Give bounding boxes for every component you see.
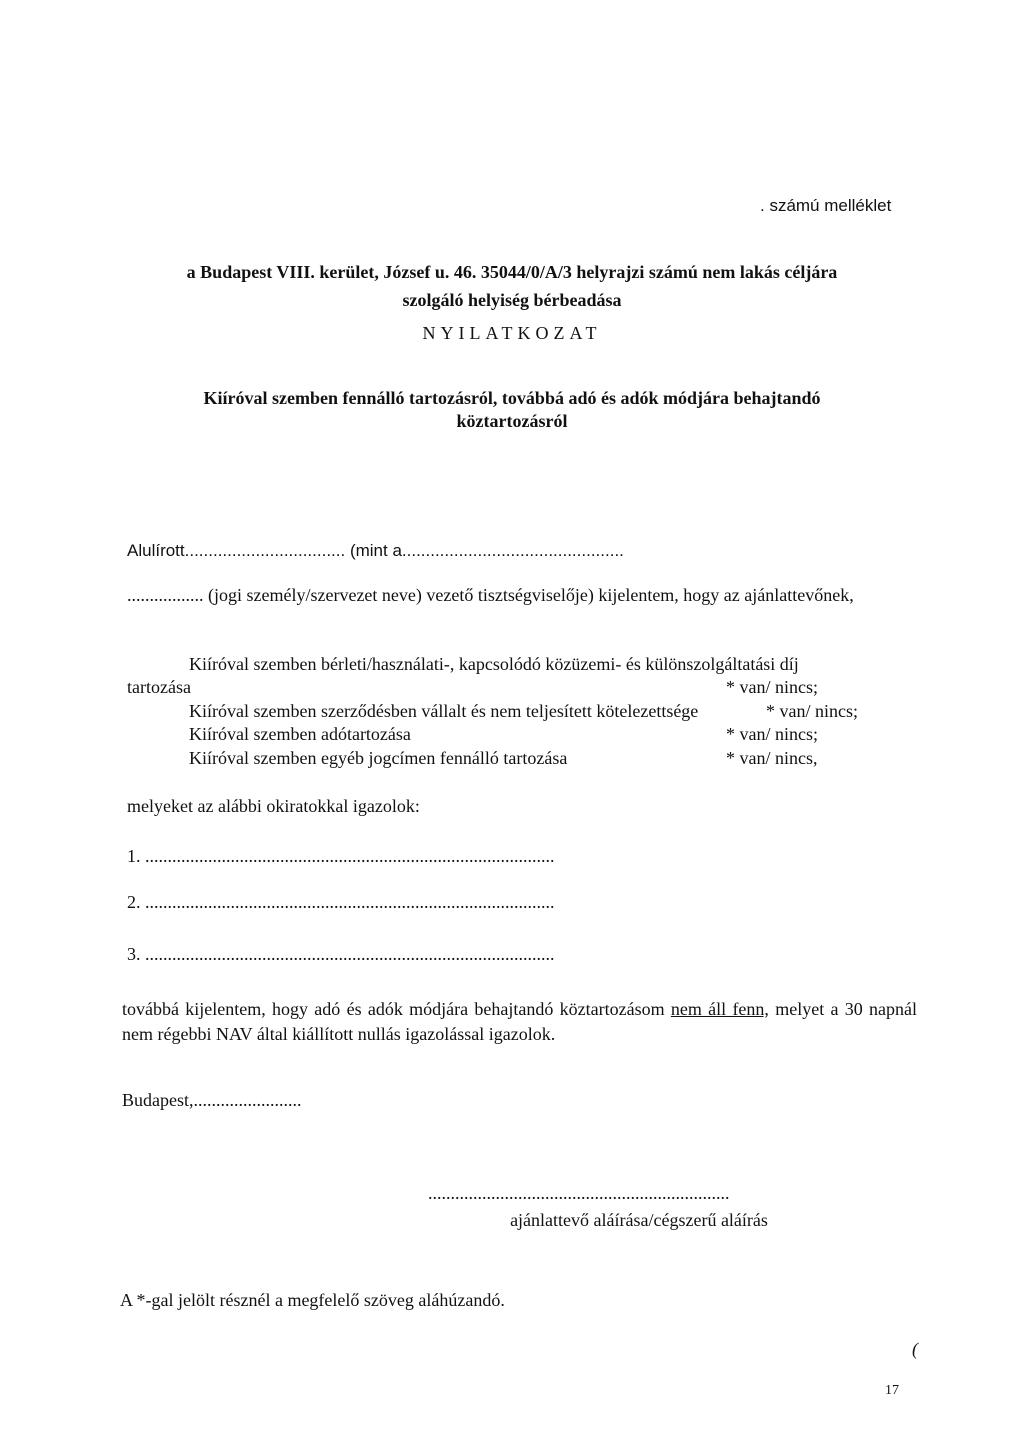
document-line: 3. ........................................................................................... [127, 944, 555, 964]
debt-item-value: * van/ nincs, [726, 748, 818, 768]
page-number: 17 [885, 1383, 899, 1398]
margin-mark: ( [912, 1339, 918, 1359]
subject-line-1: Kiíróval szemben fennálló tartozásról, továbbá adó és adók módjára behajtandó [203, 388, 821, 408]
tax-statement-text: továbbá kijelentem, hogy adó és adók módjára behajtandó köztartozásom [122, 999, 671, 1019]
tax-statement [122, 997, 917, 1047]
debt-item-value: * van/ nincs; [726, 677, 818, 697]
debt-item-label-continued: tartozása [127, 677, 191, 697]
debt-item-value: * van/ nincs; [726, 724, 818, 744]
footnote: A *-gal jelölt résznél a megfelelő szöveg aláhúzandó. [120, 1290, 505, 1310]
title-line-2: szolgáló helyiség bérbeadása [402, 290, 622, 310]
document-line: 2. ........................................................................................... [127, 892, 555, 912]
declaration-heading: NYILATKOZAT [422, 323, 602, 343]
tax-statement-text-continued: melyet a 30 napnál nem régebbi NAV által kiállított nullás igazolással igazolok. [122, 999, 918, 1044]
subject-line-2: köztartozásról [456, 411, 568, 431]
signature-line: ................................................................... [428, 1183, 730, 1203]
place-date-field: Budapest,........................ [122, 1090, 302, 1110]
document-line: 1. ........................................................................................... [127, 846, 555, 866]
debt-item-label: Kiíróval szemben egyéb jogcímen fennálló tartozása [189, 748, 568, 768]
signature-label: ajánlattevő aláírása/cégszerű aláírás [510, 1210, 768, 1230]
title-line-1: a Budapest VIII. kerület, József u. 46. 35044/0/A/3 helyrajzi számú nem lakás céljára [186, 262, 838, 282]
debt-item-label: Kiíróval szemben bérleti/használati-, kapcsolódó közüzemi- és különszolgáltatási díj [189, 654, 799, 674]
documents-intro: melyeket az alábbi okiratokkal igazolok: [127, 796, 420, 816]
debt-item-label: Kiíróval szemben adótartozása [189, 724, 411, 744]
debt-item-label: Kiíróval szemben szerződésben vállalt és nem teljesített kötelezettsége [189, 701, 699, 721]
debt-item-value: * van/ nincs; [766, 701, 858, 721]
undersigned-field: Alulírott.................................. (mint a............................................... [127, 541, 624, 560]
tax-statement-underlined: nem áll fenn, [670, 999, 769, 1019]
legal-entity-statement: ................. (jogi személy/szervezet neve) vezető tisztségviselője) kijelentem, hogy az ajánlattevőnek, [127, 585, 854, 605]
annex-label: . számú melléklet [760, 196, 892, 215]
